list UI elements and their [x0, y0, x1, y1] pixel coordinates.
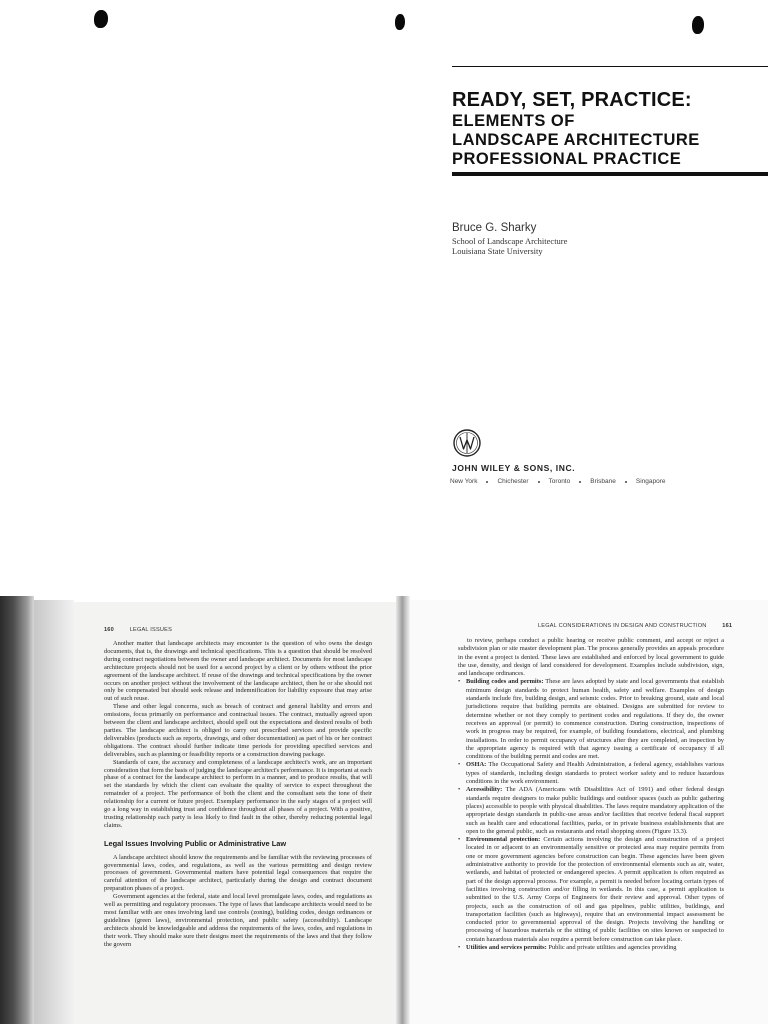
city-1: New York: [450, 478, 478, 485]
book-subtitle-line-3: PROFESSIONAL PRACTICE: [452, 150, 682, 168]
body-paragraph: These and other legal concerns, such as breach of contract and general liability and errors and omissions, focus primarily on performance and contractual issues. The contract, mutually agreed upon between the client and landscape architect, should spell out the expectations and desired results of both parties. The landscape architect is obliged to carry out prescribed services and provide specific deliverables (products such as reports, drawings, and other documentation) as part of his or her contract obligations. The contract should further indicate time periods for providing specified services and deliverables, such as planning or feasibility reports or a construction drawing package.: [104, 703, 372, 758]
body-paragraph: Another matter that landscape architects may encounter is the question of who owns the design documents, that is, the drawings and technical specifications. This is a question that should be resolved during contract negotiations between the owner and landscape architect. Documents for most landscape architecture projects should not be used for a second project by a client or by others without the prior agreement of the landscape architect. If reuse of the drawings and technical specifications by the owner occurs on another project without the involvement of the landscape architect, then he or she should not only be compensated but should seek release and indemnification for liability exposure that may arise out of such reuse.: [104, 640, 372, 703]
city-separator-dot: [486, 481, 488, 483]
body-paragraph: Standards of care, the accuracy and completeness of a landscape architect's work, are an important consideration that form the basis of judging the landscape architect's performance. It is important at each phase of a contract for the landscape architect to perform in a manner, and to produce results, that will set the standards by which the client can evaluate the quality of service to expect throughout the remainder of a project. The performance of both the client and the consultant sets the tone of their relationship for a current or future project. Exemplary performance in the early stages of a project will go a long way in establishing trust and confidence throughout all phases of a project. With a positive, trusting relationship each party is less likely to find fault in the other, thereby reducing potential legal claims.: [104, 758, 372, 829]
city-3: Toronto: [548, 478, 571, 485]
list-item: [458, 678, 724, 761]
city-separator-dot: [579, 481, 581, 483]
section-heading: Legal Issues Involving Public or Administrative Law: [104, 838, 287, 848]
requirements-list: [458, 678, 724, 952]
list-item-text: The ADA (Americans with Disabilities Act of 1991) and other federal design standards require designers to make public buildings and outdoor spaces (such as public gathering places) accessible to people with physical disabilities. The laws require mandatory application of the appropriate design standards in public-use areas and/or facilities that receive federal fiscal support such as health care and educational facilities, parks, or in private business establishments that are open to the general public, such as restaurants and retail shopping stores (Figure 13.3).: [466, 786, 724, 835]
book-subtitle-line-1: ELEMENTS OF: [452, 112, 575, 130]
punch-hole-center: [395, 14, 405, 30]
list-item-title: OSHA:: [466, 761, 487, 769]
city-separator-dot: [538, 481, 540, 483]
right-page-number: 161: [722, 623, 733, 629]
title-block: [452, 88, 768, 169]
body-paragraph: A landscape architect should know the requirements and be familiar with the reviewing processes of governmental laws, codes, and regulations, as well as the various permitting and design review processes of government. Governmental matters have potential legal consequences that require the careful attention of the landscape architect, particularly during the design and contract document preparation phases of a project.: [104, 853, 372, 893]
affiliation-line-1: School of Landscape Architecture: [452, 236, 568, 246]
list-item-text: The Occupational Safety and Health Administration, a federal agency, establishes various types of standards, including design standards to protect worker safety and to reduce hazardous conditions in the work environment.: [466, 761, 724, 786]
book-subtitle-line-2: LANDSCAPE ARCHITECTURE: [452, 131, 700, 149]
list-item-title: Utilities and services permits:: [466, 943, 547, 951]
punch-hole-left: [94, 10, 108, 28]
city-separator-dot: [625, 481, 627, 483]
title-bottom-rule: [452, 172, 768, 176]
wiley-logo-icon: [452, 428, 482, 458]
publisher-name: JOHN WILEY & SONS, INC.: [452, 463, 576, 473]
author-name: Bruce G. Sharky: [452, 222, 537, 234]
punch-hole-right: [692, 16, 704, 34]
list-item: [458, 761, 724, 786]
list-item-title: Accessibility:: [466, 786, 503, 794]
right-page-body: [458, 637, 724, 952]
body-paragraph: Government agencies at the federal, state and local level promulgate laws, codes, and regulations as well as permitting and regulatory processes. The type of laws that landscape architects would need to be most familiar with are ones involving land use controls (zoning), building codes, design ordinances or guidelines (green laws), environmental protection, and public safety (accessibility). Landscape architects should be knowledgeable and address the requirements of the laws, codes, and regulations in their work. They should make sure their designs meet the requirements of the laws and that they follow the govern: [104, 893, 372, 948]
book-edge-shadow: [0, 596, 34, 1024]
page-edge-shading: [34, 600, 74, 1024]
list-item: [458, 944, 724, 952]
list-item-text: These are laws adopted by state and local governments that establish minimum design standards to protect human health, safety and welfare. Examples of design standards include fire, building design, and seismic codes. Prior to breaking ground, state and local jurisdictions require that building permits are obtained. Designs are submitted for review to determine whether or not they comply to pertinent codes and regulations. If they do, the owner receives an approval (or permit) to commence construction. During construction, inspections of work in progress may be required, for example, of building foundations, electrical, and plumbing installations. In order to permit occupancy of structures after they are completed, an inspection by the appropriate agency is required with that agency issuing a certificate of occupancy if all conditions of the building permit and codes are met.: [466, 678, 724, 761]
book-gutter: [396, 596, 410, 1024]
affiliation-line-2: Louisiana State University: [452, 246, 543, 256]
book-title: READY, SET, PRACTICE:: [452, 89, 692, 111]
list-item: [458, 786, 724, 836]
list-item-title: Environmental protection:: [466, 836, 541, 844]
left-page-body: [104, 640, 372, 949]
list-item-title: Building codes and permits:: [466, 678, 544, 686]
right-running-title: LEGAL CONSIDERATIONS IN DESIGN AND CONSTRUCTION: [538, 623, 707, 629]
list-item-text: Public and private utilities and agencies providing: [546, 943, 677, 951]
right-running-head: [538, 623, 732, 629]
left-running-title: LEGAL ISSUES: [129, 627, 173, 633]
title-top-rule: [452, 66, 768, 67]
city-5: Singapore: [635, 478, 666, 485]
author-affiliation: [452, 236, 567, 256]
list-item: [458, 836, 724, 944]
city-2: Chichester: [497, 478, 529, 485]
left-running-head: [104, 627, 172, 633]
list-item-text: Certain actions involving the design and construction of a project located in or adjacent to an environmentally sensitive or protected area may require permits from one or more government agencies before construction can begin. These agencies have been given administrative authority to provide for the protection of environmental elements such as air, water, wetlands, and habitat of protected or endangered species. A permit application is often required as part of the design approval process. For example, a permit is needed before locating certain types of facilities involving construction and/or filling in wetlands. In this case, a permit application is submitted to the U.S. Army Corps of Engineers for their review and approval. Other types of projects, such as the construction of oil and gas pipelines, public utilities, buildings, and transportation facilities (such as highways), require that an environmental impact assessment be conducted prior to governmental approval of the design. Projects involving the handling or processing of hazardous materials or the sitting of public facilities on sites known or suspected to contain hazardous materials also require a permit before construction can take place.: [466, 836, 724, 943]
body-paragraph: to review, perhaps conduct a public hearing or receive public comment, and accept or reject a subdivision plan or site master development plan. The process generally provides an appeals procedure in the event a project is denied. These laws are established and enforced by local government to guide the use, density, and design of land considered for development. Examples include subdivision, sign, and landscape ordinances.: [458, 637, 724, 678]
publisher-cities: [450, 478, 730, 485]
left-page-number: 160: [104, 627, 114, 633]
city-4: Brisbane: [590, 478, 616, 485]
